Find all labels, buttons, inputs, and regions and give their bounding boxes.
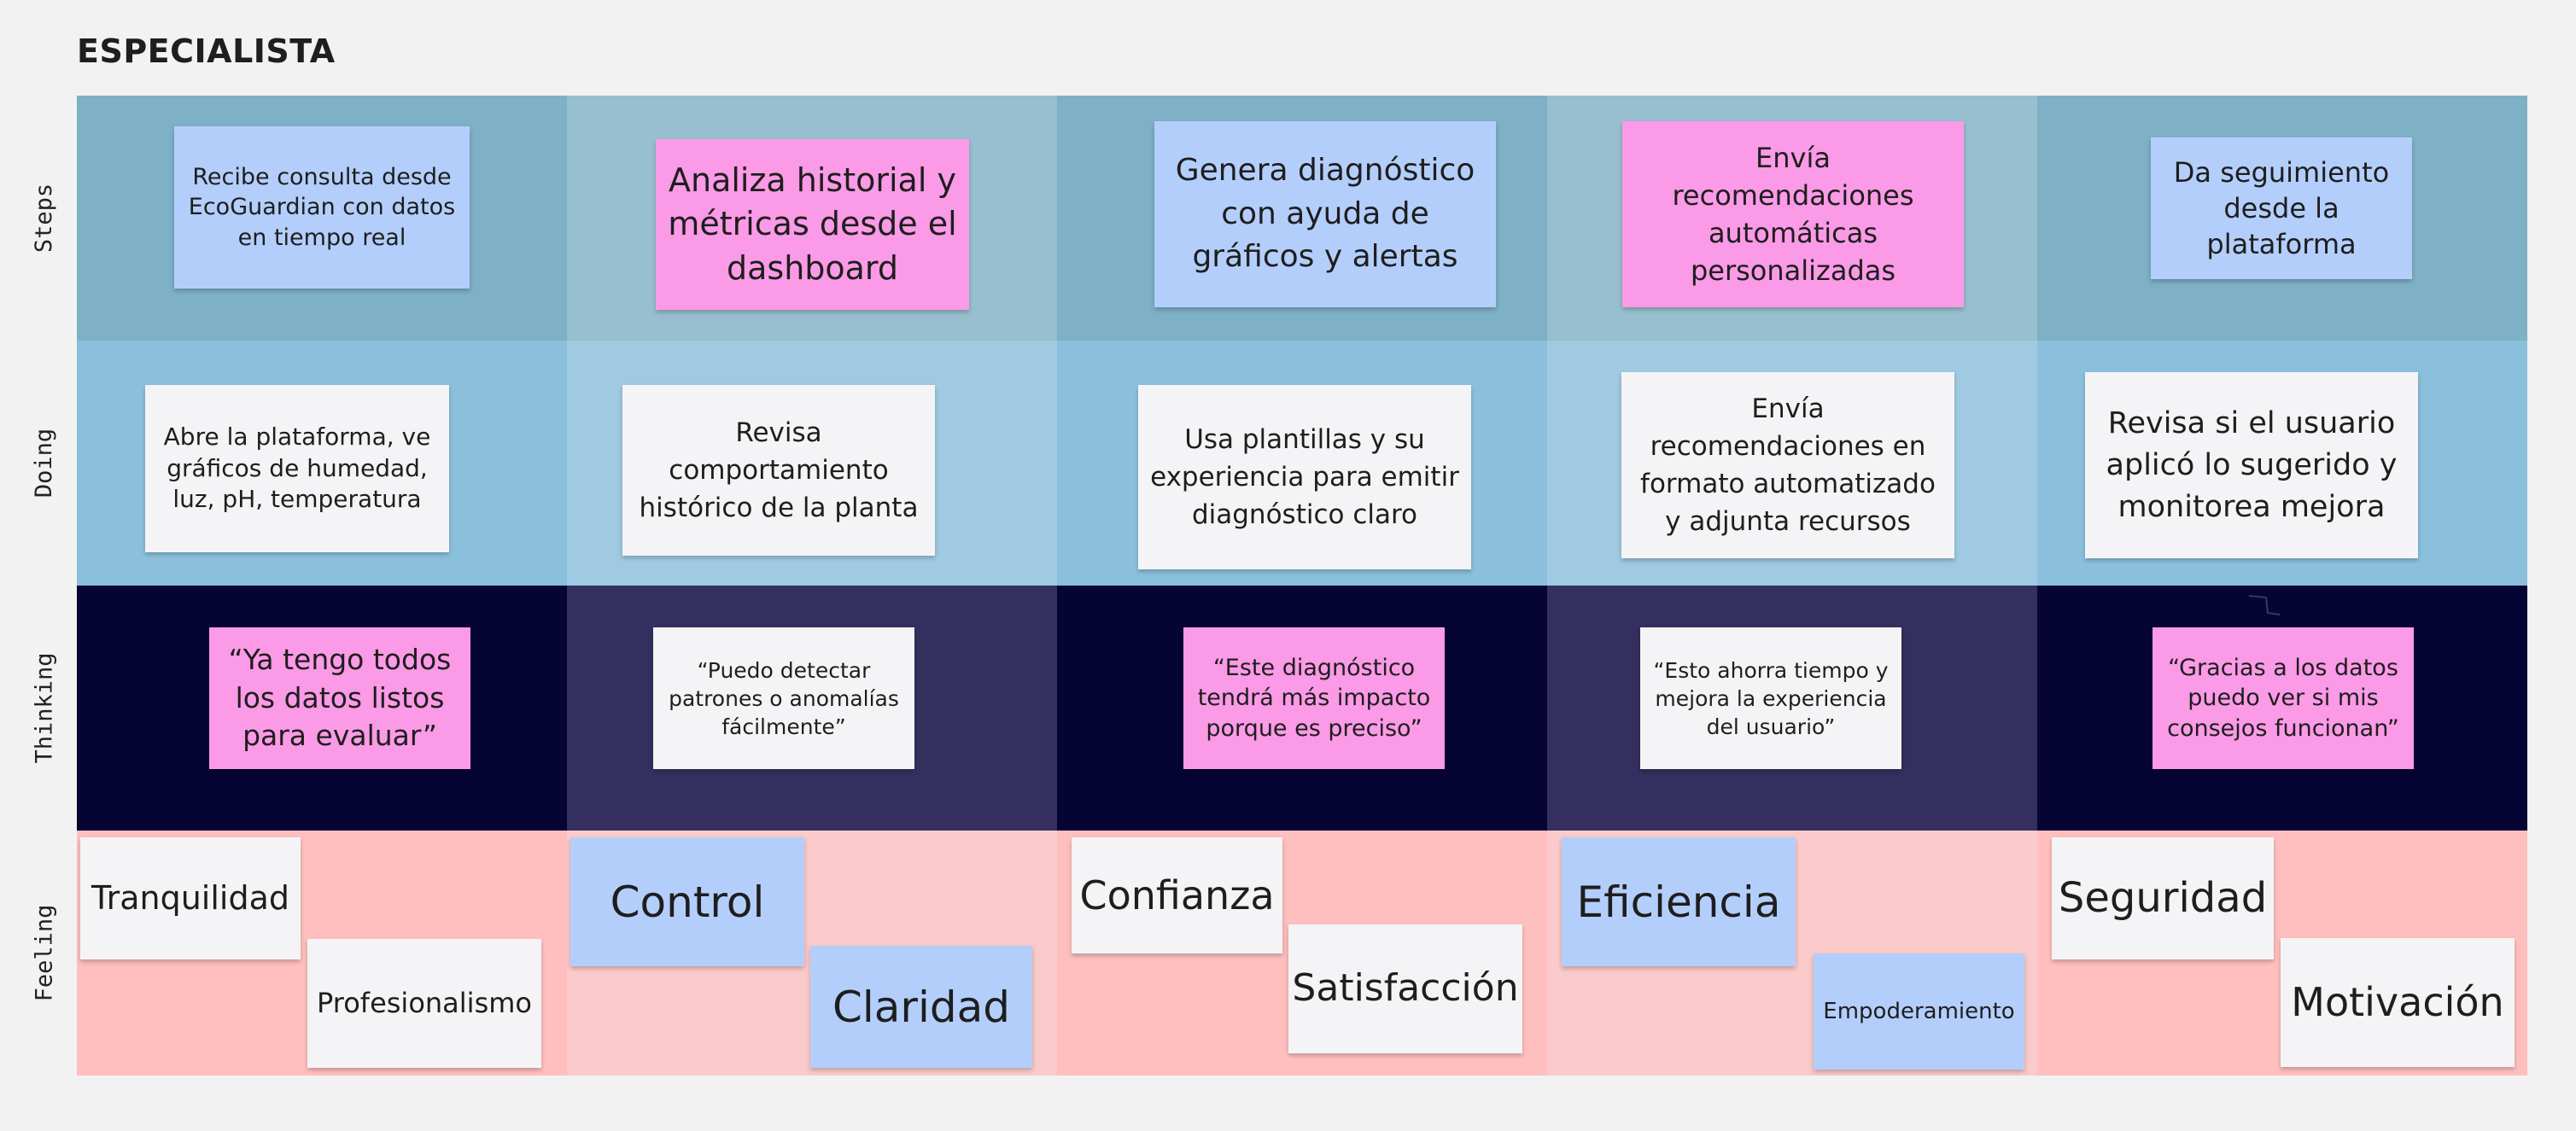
- sticky-feeling-claridad[interactable]: Claridad: [810, 946, 1032, 1068]
- sticky-feeling-empoderamiento[interactable]: Empoderamiento: [1814, 953, 2024, 1070]
- row-label-doing: Doing: [31, 428, 58, 498]
- sticky-thinking-3[interactable]: “Este diagnóstico tendrá más impacto porque es preciso”: [1183, 627, 1445, 769]
- row-label-steps: Steps: [31, 183, 58, 254]
- journey-map-board: [77, 96, 2527, 1076]
- sticky-feeling-control[interactable]: Control: [570, 837, 804, 966]
- sticky-thinking-1[interactable]: “Ya tengo todos los datos listos para evaluar”: [209, 627, 470, 769]
- sticky-thinking-2[interactable]: “Puedo detectar patrones o anomalías fácilmente”: [653, 627, 914, 769]
- sticky-thinking-5[interactable]: “Gracias a los datos puedo ver si mis consejos funcionan”: [2153, 627, 2414, 769]
- sticky-feeling-tranquilidad[interactable]: Tranquilidad: [80, 837, 301, 959]
- sticky-doing-3[interactable]: Usa plantillas y su experiencia para emitir diagnóstico claro: [1138, 385, 1471, 569]
- sticky-doing-1[interactable]: Abre la plataforma, ve gráficos de humedad, luz, pH, temperatura: [145, 385, 449, 552]
- sticky-feeling-satisfaccion[interactable]: Satisfacción: [1288, 924, 1522, 1053]
- sticky-step-5[interactable]: Da seguimiento desde la plataforma: [2151, 137, 2412, 279]
- sticky-step-4[interactable]: Envía recomendaciones automáticas personalizadas: [1622, 121, 1964, 307]
- row-label-thinking: Thinking: [31, 652, 58, 764]
- sticky-step-2[interactable]: Analiza historial y métricas desde el dashboard: [656, 139, 969, 310]
- sticky-step-3[interactable]: Genera diagnóstico con ayuda de gráficos y alertas: [1154, 121, 1496, 307]
- sticky-step-1[interactable]: Recibe consulta desde EcoGuardian con datos en tiempo real: [174, 126, 470, 289]
- sticky-feeling-motivacion[interactable]: Motivación: [2281, 938, 2515, 1067]
- connector-mark: [2247, 594, 2281, 620]
- sticky-doing-4[interactable]: Envía recomendaciones en formato automatizado y adjunta recursos: [1621, 372, 1954, 558]
- sticky-thinking-4[interactable]: “Esto ahorra tiempo y mejora la experiencia del usuario”: [1640, 627, 1901, 769]
- sticky-feeling-confianza[interactable]: Confianza: [1072, 837, 1282, 953]
- sticky-doing-2[interactable]: Revisa comportamiento histórico de la planta: [622, 385, 935, 556]
- sticky-feeling-profesionalismo[interactable]: Profesionalismo: [307, 939, 541, 1068]
- sticky-feeling-seguridad[interactable]: Seguridad: [2052, 837, 2274, 959]
- sticky-doing-5[interactable]: Revisa si el usuario aplicó lo sugerido y monitorea mejora: [2085, 372, 2418, 558]
- row-label-feeling: Feeling: [31, 904, 58, 1002]
- page-title: ESPECIALISTA: [77, 32, 336, 70]
- sticky-feeling-eficiencia[interactable]: Eficiencia: [1562, 837, 1796, 966]
